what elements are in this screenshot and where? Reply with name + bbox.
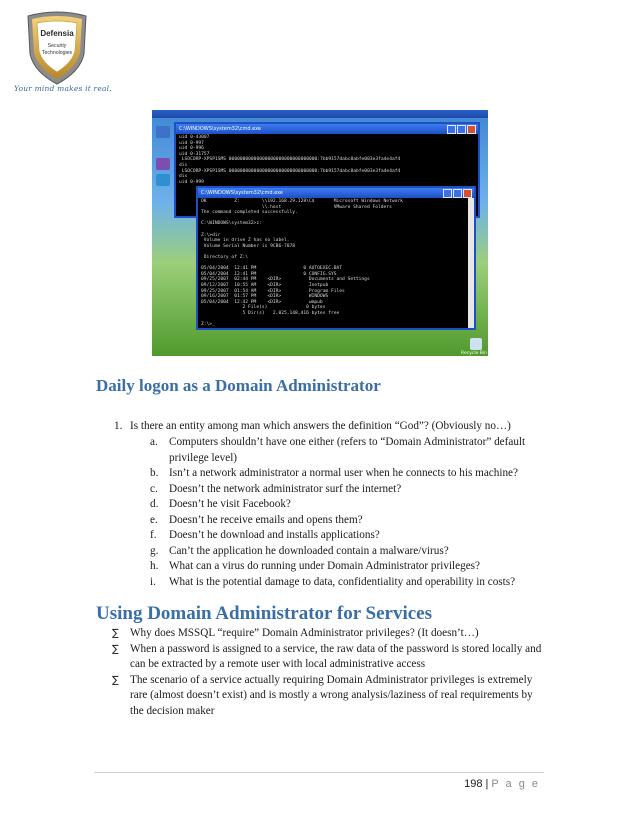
item-text: Is there an entity among man which answers the definition “God”? (Obviously no…) [130, 420, 511, 432]
list-item: ∑ Why does MSSQL “require” Domain Administrator privileges? (It doesn’t…) [112, 626, 542, 642]
list-item: a. Computers shouldn’t have one either (refers to “Domain Administrator” default privilege level) [150, 436, 526, 464]
logo-brand: Defensia [40, 29, 74, 38]
section-heading-daily-logon: Daily logon as a Domain Administrator [96, 376, 381, 395]
list-item: b. Isn’t a network administrator a normal user when he connects to his machine? [150, 467, 518, 479]
list-item: ∑ The scenario of a service actually requiring Domain Administrator privileges is extremely rare (almost doesn’t exist) and is mostly a wrong analysis/laziness of real requirements by the decision maker [112, 673, 542, 720]
list-item: i. What is the potential damage to data, confidentiality and operability in costs? [150, 575, 516, 588]
list-item: h. What can a virus do running under Domain Administrator privileges? [150, 560, 480, 572]
list-item: c. Doesn’t the network administrator surf the internet? [150, 482, 402, 495]
list-item: f. Doesn’t he download and installs applications? [150, 529, 380, 541]
bullet-icon: ∑ [112, 674, 119, 686]
section-heading-services: Using Domain Administrator for Services [96, 603, 433, 624]
sub-list [150, 435, 550, 590]
desktop-icon [156, 158, 170, 170]
minimize-icon [443, 189, 452, 198]
list-item: d. Doesn’t he visit Facebook? [150, 498, 291, 510]
cmd-window-title-back: C:\WINDOWS\system32\cmd.exe [179, 126, 261, 132]
cmd-output-front: OK Z: \\192.168.29.128\C$ Microsoft Windows Network \\.host VMware Shared Folders The command completed successfully. C:\WINDOWS\system32>z: Z:\>dir Volume in drive Z has no label. Volume Serial Number is 9CB6-7078 Directory of Z:\ 05/04/2004 12:41 PM 0 AUTOEXEC.BAT 05/04/2004 12:41 PM 0 CONFIG.SYS 09/25/2007 02:44 PM <DIR> Documents and Settings 09/12/2007 10:55 AM <DIR> Inetpub 09/25/2007 01:54 AM <DIR> Program Files 09/16/2007 01:57 PM <DIR> WINDOWS 05/04/2004 12:42 PM <DIR> wmpub 2 File(s) 0 bytes 5 Dir(s) 2,025,148,416 bytes free Z:\>_ [201, 199, 403, 328]
desktop-icon [156, 174, 170, 186]
cmd-title-bar-back [176, 124, 478, 134]
logo-line2: Security [47, 43, 67, 49]
recycle-bin-label: Recycle Bin [461, 351, 487, 356]
footer-divider [94, 772, 544, 773]
cmd-output-back: uid 0-43007 uid 0-997 uid 0-996 uid 0-31757 LSOCORP-XPSP1SMS 00000000000000000000000000000000:7bb9157dabc8abfe003e3fa4e4af4 dis LSOCORP-XPSP1SMS 00000000000000000000000000000000:7bb9157dabc8abfe003e3fa4e4af4 dis uid 0-999 [179, 135, 401, 185]
close-icon [463, 189, 472, 198]
desktop-icon [156, 126, 170, 138]
numbered-item [114, 420, 511, 432]
bullet-list [112, 626, 542, 719]
page-number: 198 [464, 778, 483, 790]
cmd-screenshot [152, 110, 488, 356]
list-item: e. Doesn’t he receive emails and opens them? [150, 513, 363, 526]
maximize-icon [453, 189, 462, 198]
maximize-icon [457, 125, 466, 134]
cmd-title-bar-front [198, 188, 474, 198]
minimize-icon [447, 125, 456, 134]
footer-separator: | [485, 778, 489, 790]
close-icon [467, 125, 476, 134]
bullet-icon: ∑ [112, 628, 119, 639]
page-footer [464, 778, 540, 790]
item-number: 1. [114, 420, 123, 432]
defensia-logo [22, 10, 92, 86]
list-item: ∑ When a password is assigned to a service, the raw data of the password is stored locally and can be extracted by a remote user with local administrative access [112, 642, 542, 673]
desktop-top-bar [152, 110, 488, 118]
cmd-window-front [196, 186, 476, 330]
logo-tagline: Your mind makes it real. [14, 84, 112, 93]
recycle-bin-icon [470, 338, 482, 350]
page-label: P a g e [491, 778, 540, 790]
cmd-window-title-front: C:\WINDOWS\system32\cmd.exe [201, 190, 283, 196]
list-item: g. Can’t the application he downloaded contain a malware/virus? [150, 544, 449, 557]
cmd-scrollbar [468, 198, 474, 328]
bullet-icon: ∑ [112, 643, 119, 655]
logo-line3: Technologies [41, 50, 73, 56]
